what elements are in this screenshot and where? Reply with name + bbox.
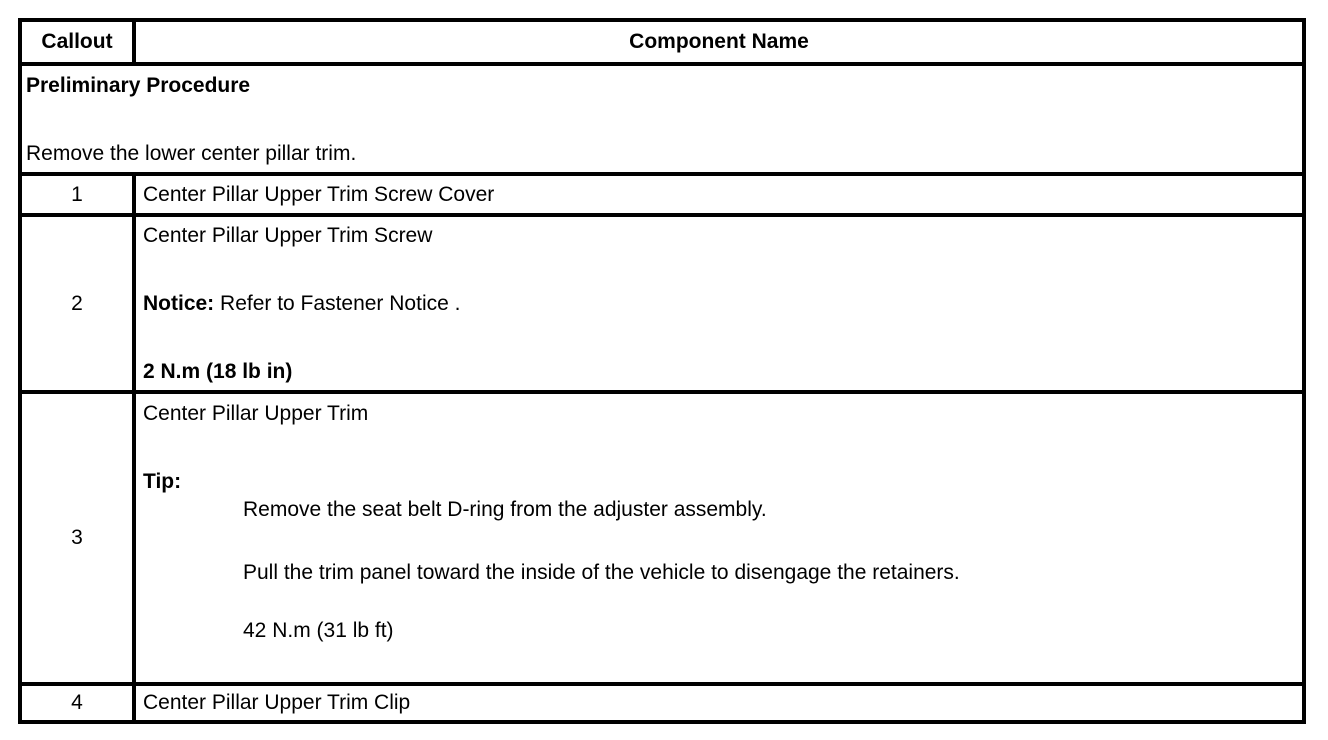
tip-item: 42 N.m (31 lb ft) [243,619,394,642]
tip-item: Remove the seat belt D-ring from the adjuster assembly. [243,498,767,521]
component-name: Center Pillar Upper Trim Screw Cover [143,183,495,206]
callout-number: 1 [22,176,136,213]
callout-number: 2 [22,217,136,390]
component-name-header: Component Name [629,30,809,53]
torque-spec: 2 N.m (18 lb in) [143,360,293,383]
notice-label: Notice: [143,292,215,315]
notice-line [143,292,460,316]
component-name: Center Pillar Upper Trim Clip [143,691,411,714]
callout-header: Callout [22,22,136,62]
table-row [22,213,1302,390]
table-row [22,390,1302,682]
preliminary-procedure-row [22,62,1302,172]
table-row [22,172,1302,213]
table-header-row [22,22,1302,62]
tip-item: Pull the trim panel toward the inside of the vehicle to disengage the retainers. [243,561,960,584]
callout-number: 3 [22,394,136,682]
component-name: Center Pillar Upper Trim Screw [143,224,433,247]
callout-number: 4 [22,686,136,720]
notice-text: Refer to Fastener Notice . [214,292,461,315]
preliminary-procedure-title: Preliminary Procedure [26,74,251,97]
component-table [18,18,1306,724]
preliminary-procedure-text: Remove the lower center pillar trim. [26,142,357,165]
component-name: Center Pillar Upper Trim [143,402,369,425]
table-row [22,682,1302,720]
tip-label: Tip: [143,470,182,493]
